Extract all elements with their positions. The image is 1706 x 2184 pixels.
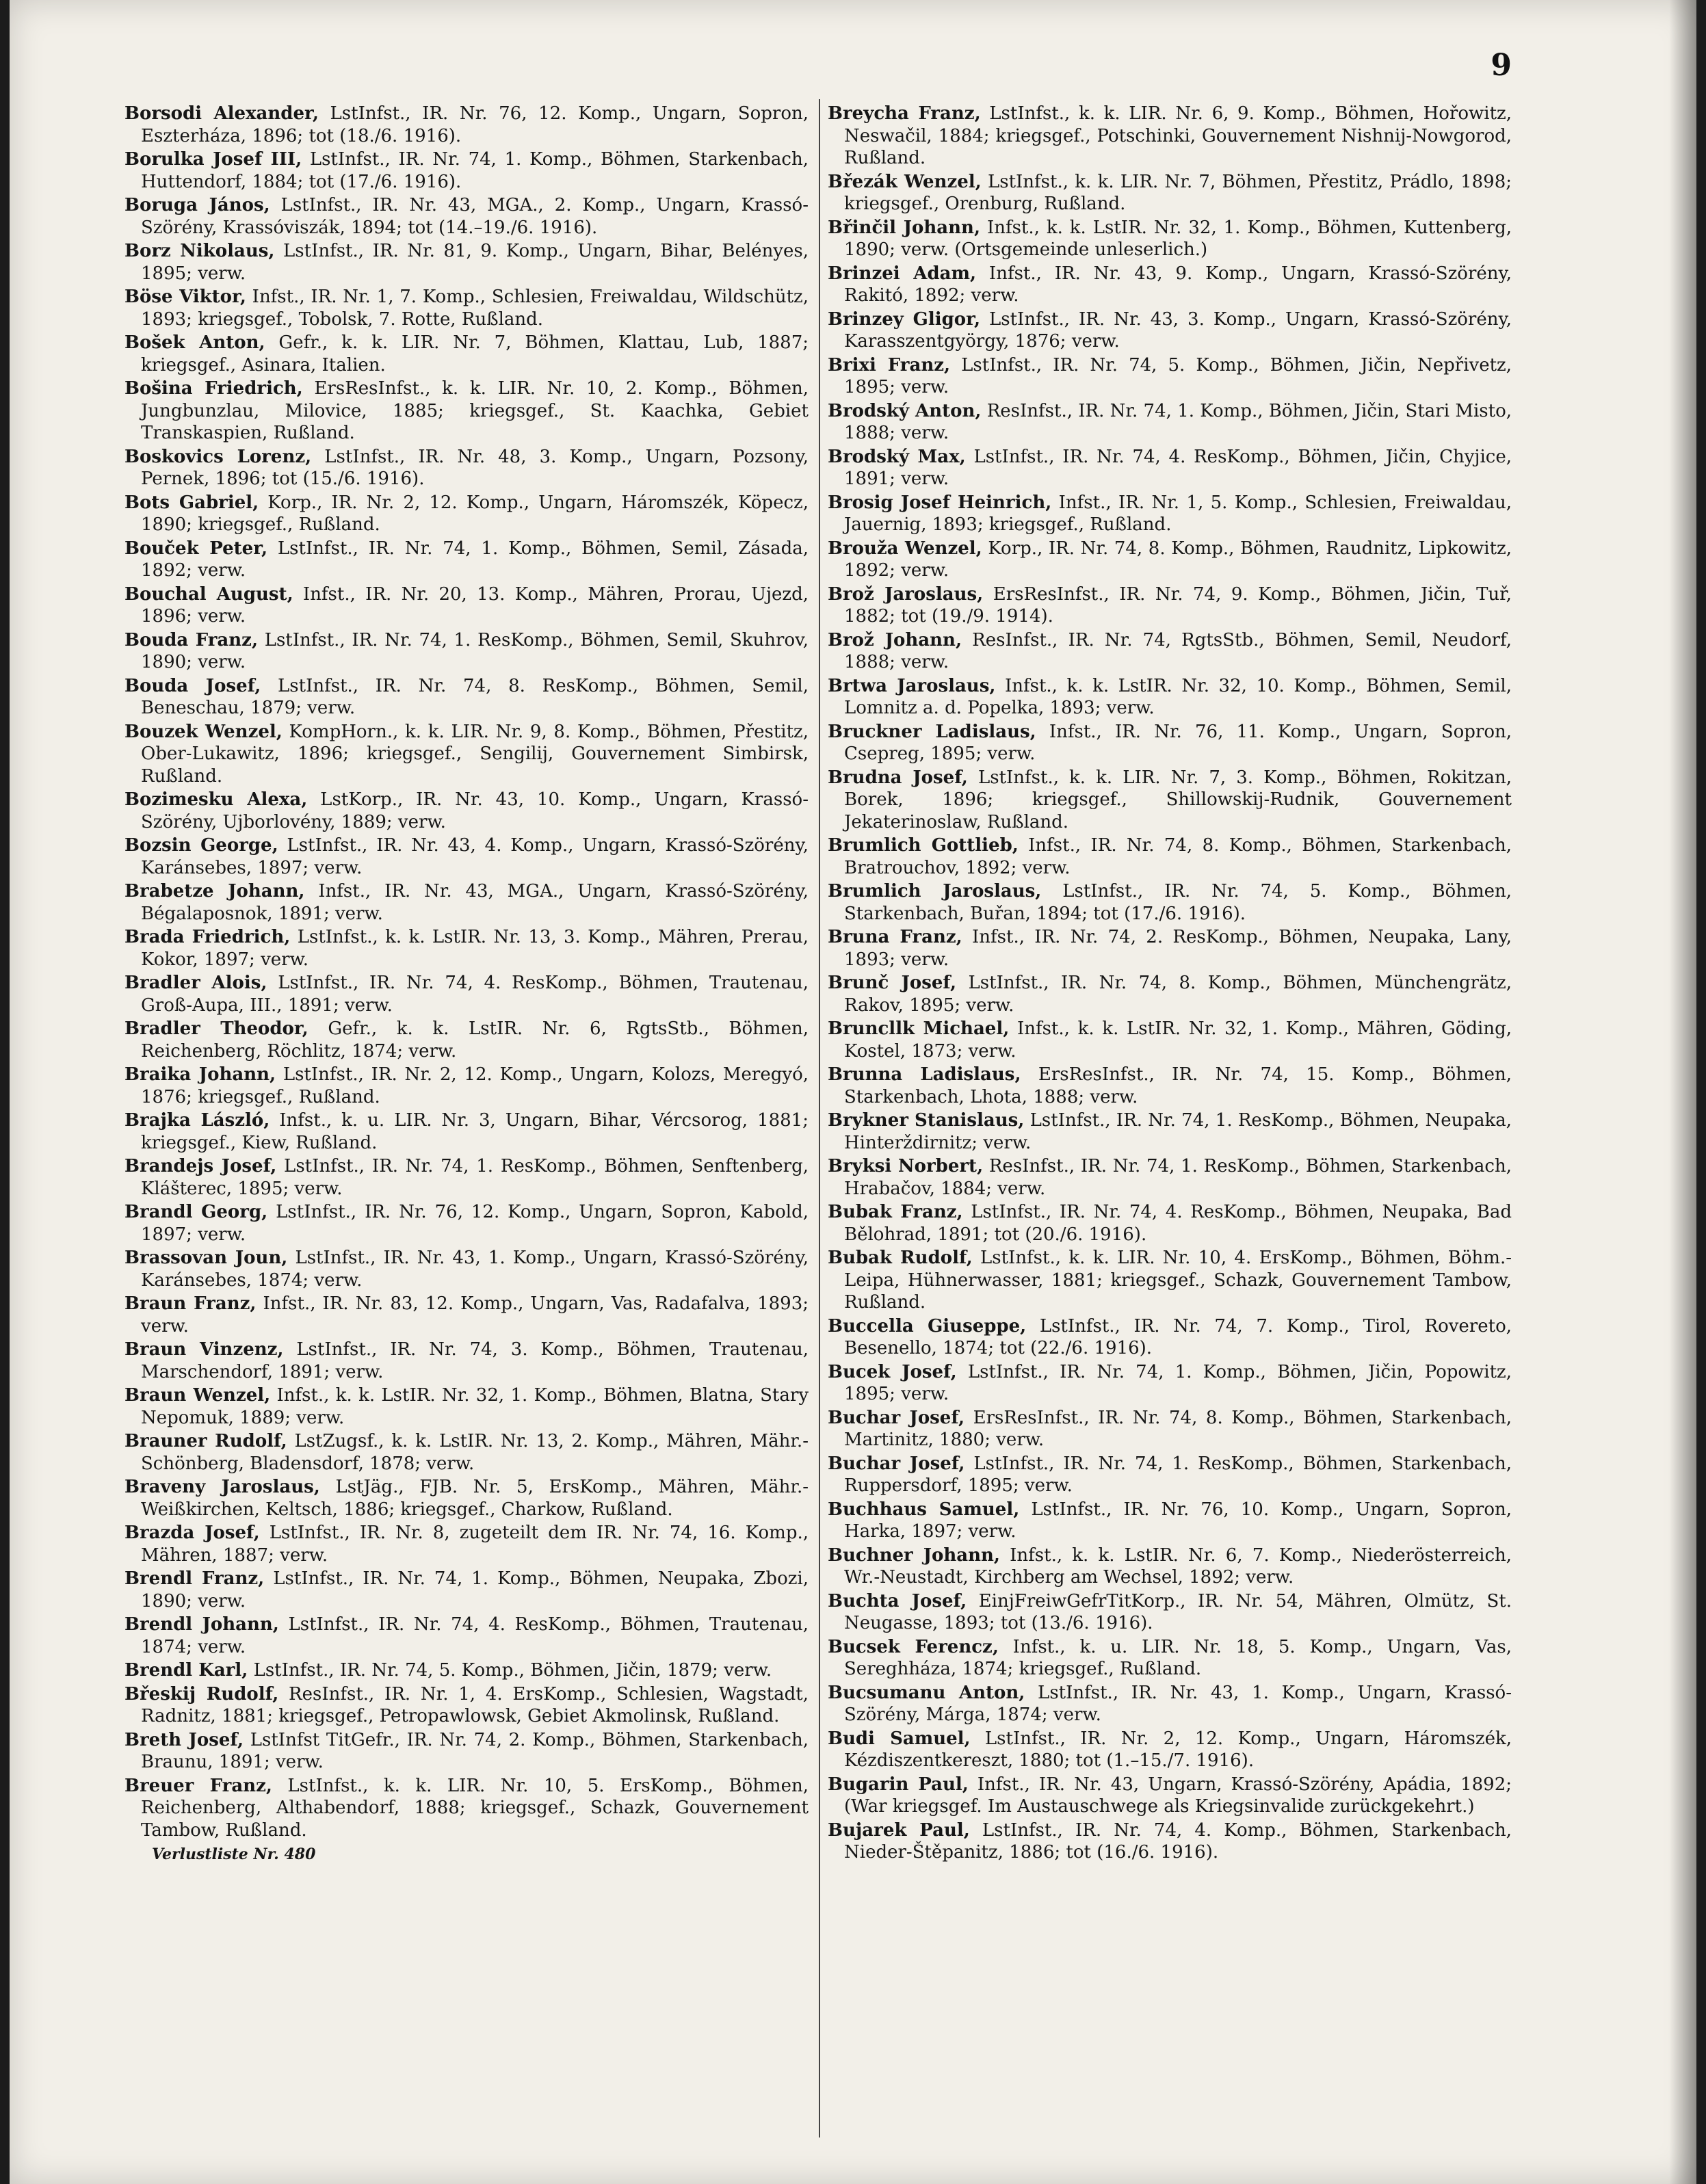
entry-details: LstInfst., IR. Nr. 81, 9. Komp., Ungarn, Bihar, Belényes, 1895; verw. (141, 241, 809, 284)
entry-name: Bugarin Paul, (828, 1774, 969, 1795)
entry-details: LstInfst., IR. Nr. 43, 3. Komp., Ungarn, Krassó-Szörény, Karasszentgyörgy, 1876; verw. (844, 308, 1512, 352)
entry-name: Brunna Ladislaus, (828, 1064, 1021, 1085)
entry-name: Bots Gabriel, (124, 492, 259, 513)
casualty-entry (124, 1683, 809, 1728)
casualty-entry (124, 583, 809, 628)
entry-details: ResInfst., IR. Nr. 74, 1. ResKomp., Böhmen, Starkenbach, Hrabačov, 1884; verw. (844, 1156, 1512, 1199)
casualty-entry (124, 880, 809, 925)
casualty-entry (828, 1453, 1512, 1497)
entry-name: Brouža Wenzel, (828, 538, 982, 559)
entry-details: LstInfst., IR. Nr. 74, 1. Komp., Böhmen, Starkenbach, Huttendorf, 1884; tot (17./6. 1916). (141, 149, 809, 192)
entry-name: Brtwa Jaroslaus, (828, 675, 996, 696)
entry-name: Breth Josef, (124, 1729, 244, 1750)
casualty-entry (124, 1614, 809, 1658)
entry-name: Bradler Alois, (124, 973, 267, 993)
entry-details: LstInfst., IR. Nr. 74, 1. ResKomp., Böhmen, Starkenbach, Ruppersdorf, 1895; verw. (844, 1453, 1512, 1496)
entry-name: Brinzei Adam, (828, 263, 977, 284)
entry-name: Braika Johann, (124, 1064, 276, 1085)
entry-details: Infst., k. k. LstIR. Nr. 32, 1. Komp., Böhmen, Kuttenberg, 1890; verw. (Ortsgemeinde unleserlich.) (844, 217, 1512, 260)
entry-name: Brumlich Gottlieb, (828, 835, 1019, 856)
casualty-entry (828, 1201, 1512, 1246)
entry-name: Brumlich Jaroslaus, (828, 881, 1042, 902)
entry-details: LstInfst., IR. Nr. 43, 1. Komp., Ungarn, Krassó-Szörény, Márga, 1874; verw. (844, 1682, 1512, 1725)
entry-details: LstInfst., k. k. LIR. Nr. 7, Böhmen, Přestitz, Prádlo, 1898; kriegsgef., Orenburg, Rußland. (844, 171, 1512, 214)
entry-name: Bucsumanu Anton, (828, 1682, 1025, 1703)
casualty-entry (828, 538, 1512, 582)
casualty-entry (828, 834, 1512, 879)
casualty-entry (124, 240, 809, 285)
casualty-entry (124, 1247, 809, 1291)
entry-name: Buchhaus Samuel, (828, 1499, 1020, 1520)
entry-details: LstZugsf., k. k. LstIR. Nr. 13, 2. Komp., Mähren, Mähr.-Schönberg, Bladensdorf, 1878; verw. (141, 1431, 809, 1474)
entry-name: Bubak Franz, (828, 1202, 963, 1222)
entry-name: Bryksi Norbert, (828, 1156, 984, 1176)
casualty-entry (124, 148, 809, 193)
entry-details: Gefr., k. k. LstIR. Nr. 6, RgtsStb., Böhmen, Reichenberg, Röchlitz, 1874; verw. (141, 1018, 809, 1062)
entry-details: Infst., IR. Nr. 76, 11. Komp., Ungarn, Sopron, Csepreg, 1895; verw. (844, 721, 1512, 764)
left-column (124, 103, 809, 1863)
entry-name: Bucsek Ferencz, (828, 1636, 999, 1657)
entry-name: Bošek Anton, (124, 332, 265, 353)
entry-details: Infst., IR. Nr. 20, 13. Komp., Mähren, Prorau, Ujezd, 1896; verw. (141, 583, 809, 627)
entry-name: Brendl Karl, (124, 1660, 248, 1681)
entry-details: ResInfst., IR. Nr. 74, RgtsStb., Böhmen, Semil, Neudorf, 1888; verw. (844, 629, 1512, 672)
entry-details: Korp., IR. Nr. 2, 12. Komp., Ungarn, Háromszék, Köpecz, 1890; kriegsgef., Rußland. (141, 492, 809, 535)
casualty-entry (124, 1384, 809, 1429)
entry-name: Buccella Giuseppe, (828, 1315, 1027, 1337)
casualty-entry (124, 1476, 809, 1521)
entry-details: LstInfst., IR. Nr. 43, 4. Komp., Ungarn, Krassó-Szörény, Karánsebes, 1897; verw. (141, 835, 809, 878)
entry-details: LstInfst., IR. Nr. 76, 12. Komp., Ungarn, Sopron, Eszterháza, 1896; tot (18./6. 1916). (141, 103, 809, 146)
entry-details: Infst., k. u. LIR. Nr. 3, Ungarn, Bihar, Vércsorog, 1881; kriegsgef., Kiew, Rußland. (141, 1110, 809, 1153)
entry-name: Boruga János, (124, 195, 270, 215)
entry-name: Bouchal August, (124, 583, 293, 605)
casualty-entry (828, 767, 1512, 834)
entry-name: Bujarek Paul, (828, 1819, 970, 1841)
entry-name: Brada Friedrich, (124, 927, 291, 947)
scanned-page (10, 0, 1696, 2184)
entry-name: Brandejs Josef, (124, 1156, 277, 1176)
entry-details: KompHorn., k. k. LIR. Nr. 9, 8. Komp., Böhmen, Přestitz, Ober-Lukawitz, 1896; kriegsgef., Sengilij, Gouvernement Simbirsk, Rußland. (141, 721, 809, 787)
casualty-entry (828, 263, 1512, 307)
entry-name: Brodský Anton, (828, 400, 982, 421)
entry-details: LstInfst., IR. Nr. 8, zugeteilt dem IR. Nr. 74, 16. Komp., Mähren, 1887; verw. (141, 1523, 809, 1566)
entry-details: Korp., IR. Nr. 74, 8. Komp., Böhmen, Raudnitz, Lipkowitz, 1892; verw. (844, 538, 1512, 581)
casualty-entry (124, 834, 809, 879)
casualty-entry (828, 1499, 1512, 1543)
entry-name: Brixi Franz, (828, 354, 951, 376)
casualty-entry (828, 1315, 1512, 1360)
entry-name: Brazda Josef, (124, 1523, 260, 1543)
casualty-entry (124, 1155, 809, 1200)
entry-details: Infst., k. u. LIR. Nr. 18, 5. Komp., Ungarn, Vas, Sereghháza, 1874; kriegsgef., Rußland. (844, 1636, 1512, 1679)
casualty-entry (828, 675, 1512, 720)
entry-details: LstInfst., IR. Nr. 43, 1. Komp., Ungarn, Krassó-Szörény, Karánsebes, 1874; verw. (141, 1248, 809, 1291)
entry-details: Infst., IR. Nr. 1, 5. Komp., Schlesien, Freiwaldau, Jauernig, 1893; kriegsgef., Rußland. (844, 492, 1512, 535)
entry-details: LstInfst., k. k. LIR. Nr. 6, 9. Komp., Böhmen, Hořowitz, Neswačil, 1884; kriegsgef., Potschinki, Gouvernement Nishnij-Nowgorod, Rußland. (844, 103, 1512, 168)
entry-details: LstInfst., IR. Nr. 2, 12. Komp., Ungarn, Háromszék, Kézdiszentkereszt, 1880; tot (1.–15./7. 1916). (844, 1728, 1512, 1771)
casualty-entry (828, 1064, 1512, 1108)
entry-details: Infst., IR. Nr. 74, 2. ResKomp., Böhmen, Neupaka, Lany, 1893; verw. (844, 927, 1512, 970)
entry-details: Infst., IR. Nr. 1, 7. Komp., Schlesien, Freiwaldau, Wildschütz, 1893; kriegsgef., Tobolsk, 7. Rotte, Rußland. (141, 287, 809, 330)
entry-name: Boskovics Lorenz, (124, 446, 312, 467)
casualty-entry (124, 1293, 809, 1337)
casualty-entry (828, 308, 1512, 353)
entry-details: LstInfst., k. k. LIR. Nr. 7, 3. Komp., Böhmen, Rokitzan, Borek, 1896; kriegsgef., Shillowskij-Rudnik, Gouvernement Jekaterinoslaw, Rußland. (844, 767, 1512, 832)
casualty-entry (124, 194, 809, 239)
entry-name: Břinčil Johann, (828, 217, 981, 238)
casualty-entry (124, 538, 809, 582)
entry-name: Braun Franz, (124, 1293, 257, 1314)
casualty-entry (828, 1247, 1512, 1314)
entry-name: Brudna Josef, (828, 767, 968, 788)
entry-name: Braun Wenzel, (124, 1385, 271, 1406)
entry-details: LstInfst., IR. Nr. 74, 1. Komp., Böhmen, Semil, Zásada, 1892; verw. (141, 538, 809, 581)
entry-name: Brosig Josef Heinrich, (828, 492, 1052, 513)
casualty-entry (124, 1064, 809, 1108)
casualty-entry (124, 1109, 809, 1154)
entry-details: LstInfst., IR. Nr. 74, 1. ResKomp., Böhmen, Neupaka, Hinterždirnitz; verw. (844, 1110, 1512, 1153)
entry-details: LstInfst., k. k. LIR. Nr. 10, 4. ErsKomp., Böhmen, Böhm.-Leipa, Hühnerwasser, 1881; kriegsgef., Schazk, Gouvernement Tambow, Rußland. (844, 1248, 1512, 1313)
entry-details: Gefr., k. k. LIR. Nr. 7, Böhmen, Klattau, Lub, 1887; kriegsgef., Asinara, Italien. (141, 332, 809, 376)
entry-details: Infst., k. k. LstIR. Nr. 32, 1. Komp., Mähren, Göding, Kostel, 1873; verw. (844, 1018, 1512, 1062)
entry-name: Bouzek Wenzel, (124, 721, 283, 742)
casualty-entry (124, 332, 809, 376)
entry-details: LstInfst., IR. Nr. 74, 3. Komp., Böhmen, Trautenau, Marschendorf, 1891; verw. (141, 1339, 809, 1382)
entry-name: Buchta Josef, (828, 1590, 967, 1611)
casualty-entry (124, 1568, 809, 1612)
casualty-entry (828, 1018, 1512, 1062)
page-edge-shadow (1669, 0, 1696, 2184)
entry-details: ResInfst., IR. Nr. 1, 4. ErsKomp., Schlesien, Wagstadt, Radnitz, 1881; kriegsgef., Petropawlowsk, Gebiet Akmolinsk, Rußland. (141, 1683, 809, 1726)
entry-name: Brendl Johann, (124, 1614, 279, 1635)
casualty-entry (828, 1109, 1512, 1154)
entry-name: Bucek Josef, (828, 1361, 957, 1382)
casualty-entry (124, 972, 809, 1016)
entry-details: LstInfst., IR. Nr. 76, 12. Komp., Ungarn, Sopron, Kabold, 1897; verw. (141, 1202, 809, 1245)
entry-name: Breuer Franz, (124, 1775, 272, 1796)
entry-details: ErsResInfst., k. k. LIR. Nr. 10, 2. Komp., Böhmen, Jungbunzlau, Milovice, 1885; kriegsgef., St. Kaachka, Gebiet Transkaspien, Rußland. (141, 378, 809, 443)
entry-details: Infst., IR. Nr. 43, Ungarn, Krassó-Szörény, Apádia, 1892; (War kriegsgef. Im Austauschwege als Kriegsinvalide zurückgekehrt.) (844, 1774, 1512, 1817)
casualty-entry (828, 1728, 1512, 1772)
entry-name: Borsodi Alexander, (124, 103, 319, 124)
casualty-entry (124, 1339, 809, 1383)
casualty-entry (828, 1361, 1512, 1406)
entry-details: LstInfst., IR. Nr. 74, 8. Komp., Böhmen, Münchengrätz, Rakov, 1895; verw. (844, 973, 1512, 1016)
casualty-entry (828, 217, 1512, 261)
casualty-entry (828, 1407, 1512, 1451)
entry-details: LstInfst., IR. Nr. 74, 7. Komp., Tirol, Rovereto, Besenello, 1874; tot (22./6. 1916). (844, 1315, 1512, 1358)
entry-name: Bruckner Ladislaus, (828, 721, 1036, 742)
casualty-entry (124, 378, 809, 445)
casualty-entry (124, 1522, 809, 1566)
entry-details: Infst., k. k. LstIR. Nr. 32, 1. Komp., Böhmen, Blatna, Stary Nepomuk, 1889; verw. (141, 1385, 809, 1428)
entry-name: Bouda Josef, (124, 675, 261, 696)
entry-details: ErsResInfst., IR. Nr. 74, 15. Komp., Böhmen, Starkenbach, Lhota, 1888; verw. (844, 1064, 1512, 1107)
entry-details: LstInfst TitGefr., IR. Nr. 74, 2. Komp., Böhmen, Starkenbach, Braunu, 1891; verw. (141, 1729, 809, 1772)
casualty-entry (828, 103, 1512, 170)
entry-name: Brendl Franz, (124, 1568, 265, 1589)
entry-details: LstInfst., IR. Nr. 74, 1. Komp., Böhmen, Jičin, Popowitz, 1895; verw. (844, 1361, 1512, 1404)
entry-details: LstInfst., IR. Nr. 76, 10. Komp., Ungarn, Sopron, Harka, 1897; verw. (844, 1499, 1512, 1542)
casualty-entry (124, 446, 809, 490)
entry-details: LstKorp., IR. Nr. 43, 10. Komp., Ungarn, Krassó-Szörény, Ujborlovény, 1889; verw. (141, 789, 809, 832)
page-number: 9 (1491, 48, 1512, 83)
entry-name: Brinzey Gligor, (828, 308, 980, 330)
casualty-entry (828, 446, 1512, 490)
entry-name: Buchar Josef, (828, 1453, 965, 1474)
entry-name: Bošina Friedrich, (124, 378, 303, 399)
entry-name: Borulka Josef III, (124, 149, 302, 170)
entry-name: Bruna Franz, (828, 927, 962, 947)
entry-name: Brož Jaroslaus, (828, 583, 984, 605)
entry-details: LstInfst., IR. Nr. 74, 5. Komp., Böhmen, Starkenbach, Buřan, 1894; tot (17./6. 1916). (844, 881, 1512, 924)
entry-name: Braun Vinzenz, (124, 1339, 284, 1360)
casualty-entry (124, 1018, 809, 1062)
entry-name: Brassovan Joun, (124, 1248, 288, 1268)
entry-details: LstInfst., IR. Nr. 74, 1. Komp., Böhmen, Neupaka, Zbozi, 1890; verw. (141, 1568, 809, 1611)
casualty-entry (124, 1729, 809, 1774)
casualty-entry (828, 972, 1512, 1016)
entry-details: LstInfst., IR. Nr. 74, 4. Komp., Böhmen, Starkenbach, Nieder-Štěpanitz, 1886; tot (16./6. 1916). (844, 1819, 1512, 1863)
casualty-entry (828, 1590, 1512, 1635)
casualty-entry (124, 286, 809, 330)
casualty-entry (828, 1155, 1512, 1200)
entry-details: EinjFreiwGefrTitKorp., IR. Nr. 54, Mähren, Olmütz, St. Neugasse, 1893; tot (13./6. 1916). (844, 1590, 1512, 1633)
entry-name: Borz Nikolaus, (124, 241, 275, 261)
entry-name: Braveny Jaroslaus, (124, 1477, 320, 1497)
entry-name: Böse Viktor, (124, 287, 246, 307)
entry-details: LstInfst., IR. Nr. 74, 5. Komp., Böhmen, Jičin, 1879; verw. (248, 1660, 772, 1681)
entry-details: ResInfst., IR. Nr. 74, 1. Komp., Böhmen, Jičin, Stari Misto, 1888; verw. (844, 400, 1512, 443)
entry-details: LstInfst., IR. Nr. 74, 4. ResKomp., Böhmen, Jičin, Chyjice, 1891; verw. (844, 446, 1512, 489)
entry-name: Brandl Georg, (124, 1202, 268, 1222)
entry-name: Breycha Franz, (828, 103, 981, 124)
casualty-entry (828, 880, 1512, 925)
entry-name: Bouda Franz, (124, 629, 258, 650)
entry-details: LstJäg., FJB. Nr. 5, ErsKomp., Mähren, Mähr.-Weißkirchen, Keltsch, 1886; kriegsgef., Charkow, Rußland. (141, 1477, 809, 1520)
entry-name: Brunč Josef, (828, 973, 957, 993)
casualty-entry (828, 400, 1512, 445)
entry-name: Brauner Rudolf, (124, 1431, 287, 1451)
casualty-entry (124, 1201, 809, 1246)
casualty-entry (828, 492, 1512, 536)
entry-details: LstInfst., IR. Nr. 74, 5. Komp., Böhmen, Jičin, Nepřivetz, 1895; verw. (844, 354, 1512, 397)
casualty-entry (828, 1682, 1512, 1726)
entry-name: Brykner Stanislaus, (828, 1110, 1025, 1131)
entry-details: LstInfst., k. k. LIR. Nr. 10, 5. ErsKomp., Böhmen, Reichenberg, Althabendorf, 1888; kriegsgef., Schazk, Gouvernement Tambow, Rußland. (141, 1775, 809, 1841)
entry-details: LstInfst., IR. Nr. 74, 4. ResKomp., Böhmen, Trautenau, 1874; verw. (141, 1614, 809, 1657)
entry-name: Bubak Rudolf, (828, 1248, 973, 1268)
entry-name: Bozimesku Alexa, (124, 789, 308, 810)
casualty-entry (124, 629, 809, 674)
casualty-entry (828, 721, 1512, 765)
casualty-entry (828, 1819, 1512, 1864)
casualty-entry (124, 1659, 809, 1682)
right-column (828, 103, 1512, 1865)
entry-details: Infst., k. k. LstIR. Nr. 32, 10. Komp., Böhmen, Semil, Lomnitz a. d. Popelka, 1893; verw. (844, 675, 1512, 718)
casualty-entry (828, 1544, 1512, 1589)
entry-details: LstInfst., k. k. LstIR. Nr. 13, 3. Komp., Mähren, Prerau, Kokor, 1897; verw. (141, 927, 809, 970)
entry-details: Infst., IR. Nr. 43, 9. Komp., Ungarn, Krassó-Szörény, Rakitó, 1892; verw. (844, 263, 1512, 306)
casualty-entry (828, 171, 1512, 215)
entry-details: LstInfst., IR. Nr. 48, 3. Komp., Ungarn, Pozsony, Pernek, 1896; tot (15./6. 1916). (141, 446, 809, 489)
entry-details: LstInfst., IR. Nr. 43, MGA., 2. Komp., Ungarn, Krassó-Szörény, Krassóviszák, 1894; tot (14.–19./6. 1916). (141, 195, 809, 238)
casualty-entry (124, 721, 809, 788)
list-footnote: Verlustliste Nr. 480 (152, 1845, 316, 1863)
entry-name: Březák Wenzel, (828, 171, 982, 192)
casualty-entry (828, 583, 1512, 628)
entry-name: Bozsin George, (124, 835, 278, 856)
entry-name: Buchar Josef, (828, 1407, 965, 1428)
column-divider (819, 99, 820, 2137)
entry-details: LstInfst., IR. Nr. 2, 12. Komp., Ungarn, Kolozs, Meregyó, 1876; kriegsgef., Rußland. (141, 1064, 809, 1107)
entry-details: LstInfst., IR. Nr. 74, 8. ResKomp., Böhmen, Semil, Beneschau, 1879; verw. (141, 675, 809, 718)
entry-name: Buchner Johann, (828, 1544, 1000, 1566)
entry-name: Brodský Max, (828, 446, 966, 467)
entry-name: Brajka László, (124, 1110, 270, 1131)
entry-details: ErsResInfst., IR. Nr. 74, 9. Komp., Böhmen, Jičin, Tuř, 1882; tot (19./9. 1914). (844, 583, 1512, 627)
entry-name: Brabetze Johann, (124, 881, 305, 902)
entry-details: Infst., IR. Nr. 83, 12. Komp., Ungarn, Vas, Radafalva, 1893; verw. (141, 1293, 809, 1337)
entry-details: Infst., IR. Nr. 43, MGA., Ungarn, Krassó-Szörény, Bégalaposnok, 1891; verw. (141, 881, 809, 924)
entry-details: Infst., IR. Nr. 74, 8. Komp., Böhmen, Starkenbach, Bratrouchov, 1892; verw. (844, 835, 1512, 878)
casualty-entry (124, 926, 809, 971)
entry-name: Břeskij Rudolf, (124, 1683, 279, 1705)
entry-name: Brož Johann, (828, 629, 962, 650)
entry-details: ErsResInfst., IR. Nr. 74, 8. Komp., Böhmen, Starkenbach, Martinitz, 1880; verw. (844, 1407, 1512, 1450)
casualty-entry (124, 675, 809, 720)
entry-details: Infst., k. k. LstIR. Nr. 6, 7. Komp., Niederösterreich, Wr.-Neustadt, Kirchberg am Wechsel, 1892; verw. (844, 1544, 1512, 1588)
entry-details: LstInfst., IR. Nr. 74, 4. ResKomp., Böhmen, Trautenau, Groß-Aupa, III., 1891; verw. (141, 973, 809, 1016)
casualty-entry (828, 1636, 1512, 1681)
entry-name: Bradler Theodor, (124, 1018, 309, 1039)
casualty-entry (828, 1774, 1512, 1818)
casualty-entry (124, 1775, 809, 1842)
casualty-entry (828, 629, 1512, 674)
casualty-entry (828, 354, 1512, 399)
entry-name: Bouček Peter, (124, 538, 268, 559)
casualty-entry (124, 103, 809, 147)
casualty-entry (124, 789, 809, 833)
casualty-entry (828, 926, 1512, 971)
casualty-entry (124, 492, 809, 536)
entry-details: LstInfst., IR. Nr. 74, 1. ResKomp., Böhmen, Semil, Skuhrov, 1890; verw. (141, 629, 809, 672)
entry-name: Budi Samuel, (828, 1728, 971, 1749)
entry-details: LstInfst., IR. Nr. 74, 1. ResKomp., Böhmen, Senftenberg, Klášterec, 1895; verw. (141, 1156, 809, 1199)
entry-details: LstInfst., IR. Nr. 74, 4. ResKomp., Böhmen, Neupaka, Bad Bělohrad, 1891; tot (20./6. 1916). (844, 1202, 1512, 1245)
casualty-entry (124, 1430, 809, 1475)
entry-name: Bruncllk Michael, (828, 1018, 1010, 1039)
